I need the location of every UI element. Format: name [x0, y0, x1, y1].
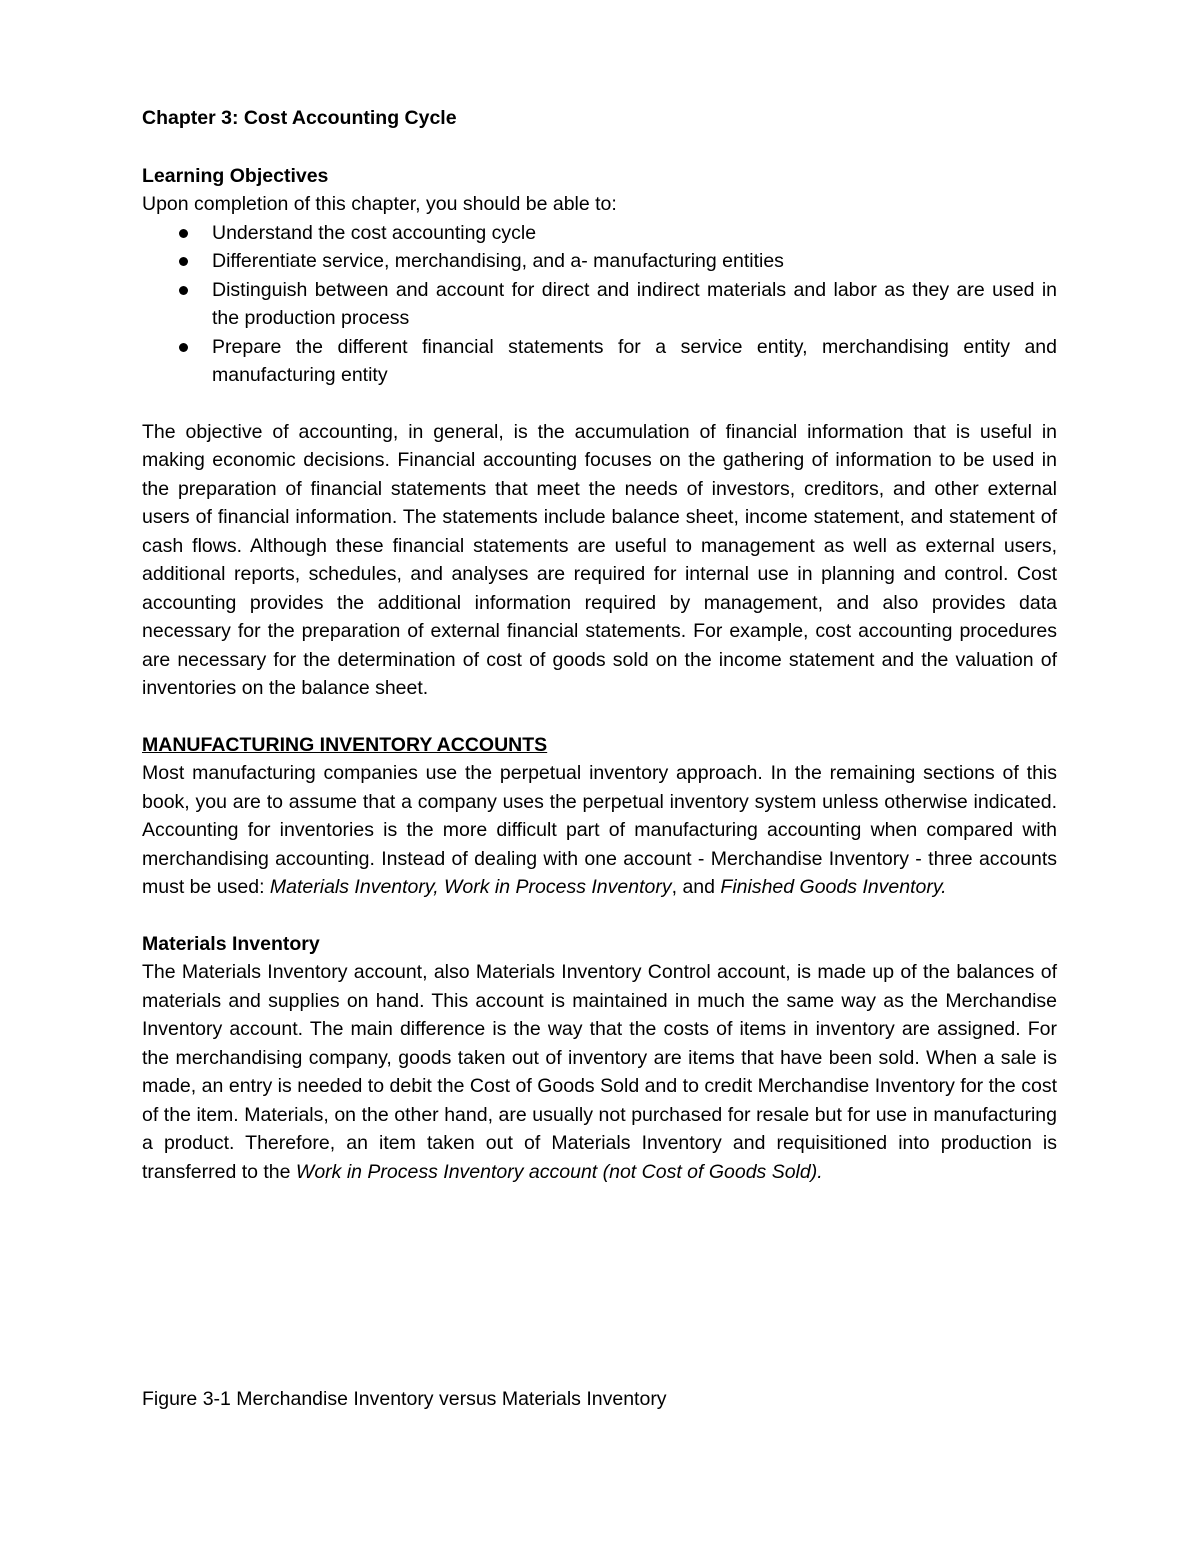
chapter-title: Chapter 3: Cost Accounting Cycle — [142, 107, 457, 129]
paragraph-text: , and — [671, 876, 721, 898]
manufacturing-inventory-heading: MANUFACTURING INVENTORY ACCOUNTS — [142, 733, 548, 756]
materials-inventory-heading: Materials Inventory — [142, 932, 320, 955]
list-item — [212, 276, 1057, 333]
spacer — [142, 902, 1057, 930]
learning-objectives-intro: Upon completion of this chapter, you should be able to: — [142, 193, 617, 215]
bullet-icon — [179, 343, 188, 352]
figure-caption: Figure 3-1 Merchandise Inventory versus Materials Inventory — [142, 1388, 667, 1410]
bullet-icon — [179, 229, 188, 238]
spacer — [142, 133, 1057, 162]
list-item-text: Understand the cost accounting cycle — [212, 221, 537, 244]
work-in-process-italic: Work in Process Inventory account (not Cost of Goods Sold). — [295, 1160, 823, 1183]
account-name-italic: Finished Goods Inventory. — [720, 876, 947, 898]
list-item-text: Prepare the different financial statements for a service entity, merchandising entity and manufacturing entity — [212, 335, 1057, 386]
list-item — [212, 333, 1057, 390]
list-item — [212, 247, 1057, 276]
intro-paragraph: The objective of accounting, in general, is the accumulation of financial information that is useful in making economic decisions. Financial accounting focuses on the gathering of information to be used in the preparation of financial statements that meet the needs of investors, creditors, and other external users of financial information. The statements include balance sheet, income statement, and statement of cash flows. Although these financial statements are useful to management as well as external users, additional reports, schedules, and analyses are required for internal use in planning and control. Cost accounting provides the additional information required by management, and also provides data necessary for the preparation of external financial statements. For example, cost accounting procedures are necessary for the determination of cost of goods sold on the income statement and the valuation of inventories on the balance sheet. — [142, 420, 1057, 699]
list-item — [212, 219, 1057, 248]
paragraph-text: The Materials Inventory account, also Materials Inventory Control account, is made up of the balances of materials and supplies on hand. This account is maintained in much the same way as the Merchandise Inventory account. The main difference is the way that the costs of items in inventory are assigned. For the merchandising company, goods taken out of inventory are items that have been sold. When a sale is made, an entry is needed to debit the Cost of Goods Sold and to credit Merchandise Inventory for the cost of the item. Materials, on the other hand, are usually not purchased for resale but for use in manufacturing a product. Therefore, an item taken out of Materials Inventory and requisitioned into production is transferred to the — [142, 961, 1057, 1183]
spacer — [142, 703, 1057, 731]
manufacturing-inventory-paragraph — [142, 759, 1057, 902]
materials-inventory-paragraph — [142, 958, 1057, 1186]
learning-objectives-heading: Learning Objectives — [142, 164, 329, 187]
bullet-icon — [179, 286, 188, 295]
learning-objectives-list — [142, 219, 1057, 390]
spacer — [142, 390, 1057, 418]
list-item-text: Differentiate service, merchandising, and a- manufacturing entities — [212, 250, 784, 272]
paragraph-text: Most manufacturing companies use the perpetual inventory approach. In the remaining sections of this book, you are to assume that a company uses the perpetual inventory system unless otherwise indicated. Accounting for inventories is the more difficult part of manufacturing accounting when compared with merchandising accounting. Instead of dealing with one account - Merchandise Inventory - three accounts must be used: — [142, 762, 1057, 898]
account-names-italic: Materials Inventory, Work in Process Inventory — [269, 876, 672, 898]
bullet-icon — [179, 257, 188, 266]
document-page — [142, 104, 1057, 1186]
list-item-text: Distinguish between and account for direct and indirect materials and labor as they are used in the production process — [212, 278, 1057, 329]
